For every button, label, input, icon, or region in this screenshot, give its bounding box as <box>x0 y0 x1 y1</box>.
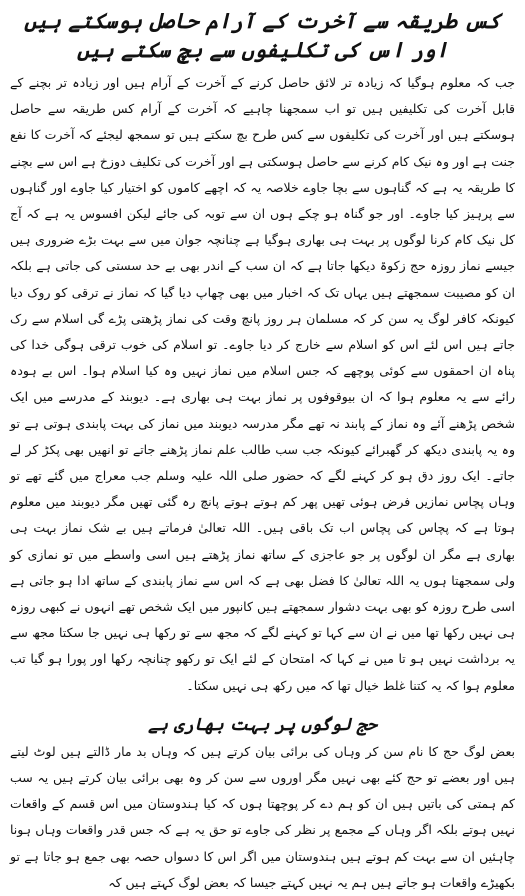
body-paragraph-2: بعض لوگ حج کا نام سن کر وہاں کی برائی بیان کرتے ہیں کہ وہاں بد مار ڈالتے ہیں لوٹ لیتے ہیں اور بعضے تو حج کئے بھی نہیں مگر اوروں سے سن کر وہ بھی برائی بیان کرتے ہیں یہ سب کم ہمتی کی باتیں ہیں ان کو ہم دے کر پوچھتا ہوں کہ کیا ہندوستان میں اس قسم کے واقعات نہیں ہوتے بلکہ اگر وہاں کے مجمع پر نظر کی جاوے تو حق یہ ہے کہ جس قدر واقعات وہاں ہونا چاہئیں ان سے بہت کم ہوتے ہیں ہندوستان میں اگر اس کا دسواں حصہ بھی جمع ہو جاتا ہے تو بکھیڑے واقعات ہو جاتے ہیں ہم یہ نہیں کہتے جیسا کہ بعض لوگ کہتے ہیں کہ <box>10 743 515 890</box>
section-heading: حج لوگوں پر بہت بھاری ہے <box>148 714 377 735</box>
body-paragraph-1: جب کہ معلوم ہوگیا کہ زیادہ تر لائق حاصل کرنے کے آخرت کے آرام ہیں اور زیادہ تر بچنے کے قابل آخرت کی تکلیفیں ہیں تو اب سمجھنا چاہیے کہ آخرت کے آرام کس طریقہ سے حاصل ہوسکتے ہیں اور آخرت کی تکلیفوں سے کس طرح بچ سکتے ہیں تو سمجھ لیجئے کہ آخرت کا نفع جنت ہے اور وہ نیک کام کرنے سے حاصل ہوسکتی ہے اور آخرت کی تکلیف دوزخ ہے اس سے بچنے کا طریقہ یہ ہے کہ گناہوں سے بچا جاوے خلاصہ یہ کہ اچھے کاموں کو اختیار کیا جاوے اور گناہوں سے پرہیز کیا جاوے۔ اور جو گناہ ہو چکے ہوں ان سے توبہ کی جائے لیکن افسوس یہ ہے کہ آج کل نیک کام کرنا لوگوں پر بہت ہی بھاری ہوگیا ہے چنانچہ جوان میں سے بہت بڑے ضروری ہیں جیسے نماز روزہ حج زکوۃ دیکھا جاتا ہے کہ ان سب کے اندر بھی بے حد سستی کی جاتی ہے بلکہ ان کو مصیبت سمجھتے ہیں یہاں تک کہ اخبار میں بھی چھاپ دیا گیا کہ نماز نے ترقی کو روک دیا کیونکہ کافر لوگ یہ سن کر کہ مسلمان ہر روز پانچ وقت کی نماز پڑھتی پڑے گی اسلام سے رک جاتے ہیں اس لئے اس کو اسلام سے خارج کر دیا جاوے۔ تو اسلام کی خوب ترقی ہوگی خدا کی پناہ ان احمقوں سے کوئی پوچھے کہ جس اسلام میں نماز نہیں وہ کیا اسلام ہوا۔ اس بے ہودہ رائے سے یہ معلوم ہوا کہ ان بیوقوفوں پر نماز بہت ہی بھاری ہے۔ دیوبند کے مدرسے میں ایک شخص پڑھنے آئے وہ نماز کے پابند نہ تھے مگر مدرسہ دیوبند میں نماز کی بہت پابندی ہوتی ہے تو وہ یہ پابندی دیکھ کر گھبرائے کیونکہ جب سب طالب علم نماز پڑھنے جاتے تو انھیں بھی پکڑ کر لے جاتے۔ ایک روز دق ہو کر کہنے لگے کہ حضور صلی اللہ علیہ وسلم جب معراج میں گئے تھے تو وہاں پچاس نمازیں فرض ہوئی تھیں پھر کم ہوتے ہوتے پانچ رہ گئی تھیں مگر دیوبند میں معلوم ہوتا ہے کہ پچاس کی پچاس اب تک باقی ہیں۔ اللہ تعالیٰ فرماتے ہیں بے شک نماز بہت ہی بھاری ہے مگر ان لوگوں پر جو عاجزی کے ساتھ نماز پڑھتے ہیں اسی واسطے میں تو نمازی کو ولی سمجھتا ہوں یہ اللہ تعالیٰ کا فضل بھی ہے کہ اس سے نماز پابندی کے ساتھ ادا ہو جاتی ہے اسی طرح روزہ کو بھی بہت دشوار سمجھتے ہیں کانپور میں ایک شخص تھے انہوں نے کبھی روزہ ہی نہیں رکھا تھا میں نے ان سے کہا تو کہنے لگے کہ مجھ سے تو رکھا ہی نہیں جا سکتا مجھ سے یہ برداشت نہیں ہو تا میں نے کہا کہ امتحان کے لئے ایک تو رکھو چنانچہ رکھا اور پورا ہو گیا تب معلوم ہوا کہ یہ کتنا غلط خیال تھا کہ میں رکھ ہی نہیں سکتا۔ <box>10 75 515 693</box>
page-title: کس طریقہ سے آخرت کے آرام حاصل ہوسکتے ہیں اور اس کی تکلیفوں سے بچ سکتے ہیں <box>24 8 501 62</box>
